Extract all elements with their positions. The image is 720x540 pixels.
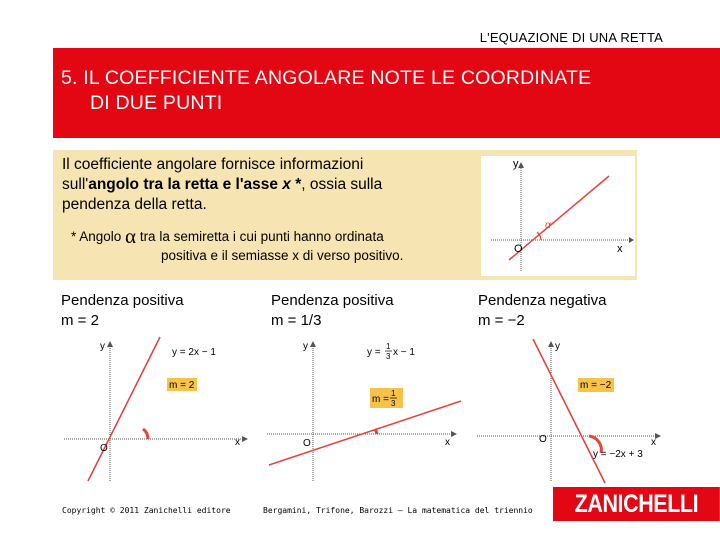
col3-origin: O: [539, 434, 547, 445]
col3-y-label: y: [555, 341, 560, 352]
col2-m-den: 3: [391, 399, 396, 408]
col2-eq-tail: x − 1: [393, 347, 415, 358]
column-heading-2: [271, 291, 394, 331]
note-prefix: * Angolo: [71, 229, 126, 244]
footnote: [71, 224, 466, 265]
slide-title-line2: DI DUE PUNTI: [90, 92, 223, 114]
col1-y-label: y: [100, 341, 105, 352]
graph-slope-one-third: [265, 333, 465, 485]
copyright-text: Copyright © 2011 Zanichelli editore: [62, 506, 231, 515]
col2-eq-num: 1: [386, 342, 391, 351]
col1-slope: m = 2: [61, 312, 99, 329]
mini-angle-label: α: [545, 220, 551, 231]
info-line2a: sull': [62, 176, 89, 193]
column-heading-3: [478, 291, 606, 331]
col3-x-label: x: [651, 437, 656, 448]
col2-title: Pendenza positiva: [271, 292, 394, 309]
col2-y-label: y: [303, 341, 308, 352]
alpha-symbol: α: [125, 224, 137, 248]
info-line2c: x: [282, 176, 291, 193]
angle-diagram: [481, 156, 635, 276]
col2-origin: O: [303, 438, 311, 449]
slide-title: [61, 66, 711, 116]
col1-x-label: x: [235, 437, 240, 448]
info-line2e: , ossia sulla: [301, 176, 383, 193]
col2-slope: m = 1/3: [271, 312, 322, 329]
col3-title: Pendenza negativa: [478, 292, 607, 309]
col3-slope: m = −2: [478, 312, 525, 329]
mini-origin-label: O: [514, 243, 523, 255]
slide-title-line1: 5. IL COEFFICIENTE ANGOLARE NOTE LE COORDINATE: [61, 67, 592, 89]
graph-slope-2: [62, 333, 250, 485]
col2-m-num: 1: [391, 389, 396, 398]
info-line1: Il coefficiente angolare fornisce informazioni: [62, 156, 364, 173]
col1-origin: O: [100, 443, 108, 454]
info-line2b: angolo tra la retta e l'asse: [88, 176, 283, 193]
info-box: [53, 150, 637, 280]
zanichelli-logo: ZANICHELLI: [553, 487, 720, 521]
mini-y-label: y: [513, 158, 519, 170]
info-text: [62, 155, 462, 215]
authors-text: Bergamini, Trifone, Barozzi – La matematica del triennio: [263, 506, 533, 515]
title-banner: [53, 48, 720, 138]
note-line2: positiva e il semiasse x di verso positivo.: [161, 248, 404, 263]
column-heading-1: [61, 291, 184, 331]
note-rest: tra la semiretta i cui punti hanno ordinata: [136, 229, 384, 244]
mini-x-label: x: [617, 243, 623, 255]
col3-equation: y = −2x + 3: [593, 449, 643, 460]
col2-x-label: x: [445, 437, 450, 448]
col2-m-label: m =: [372, 394, 389, 405]
info-line2d: *: [290, 176, 302, 193]
graph-slope-minus-2: [475, 333, 663, 485]
col1-title: Pendenza positiva: [61, 292, 184, 309]
col3-m-label: m = −2: [580, 380, 612, 391]
col1-m-label: m = 2: [169, 380, 195, 391]
info-line3: pendenza della retta.: [62, 196, 207, 213]
col2-eq-den: 3: [386, 352, 391, 361]
col2-equation: y =: [367, 347, 381, 358]
section-title: L'EQUAZIONE DI UNA RETTA: [479, 30, 663, 45]
col1-equation: y = 2x − 1: [172, 347, 216, 358]
